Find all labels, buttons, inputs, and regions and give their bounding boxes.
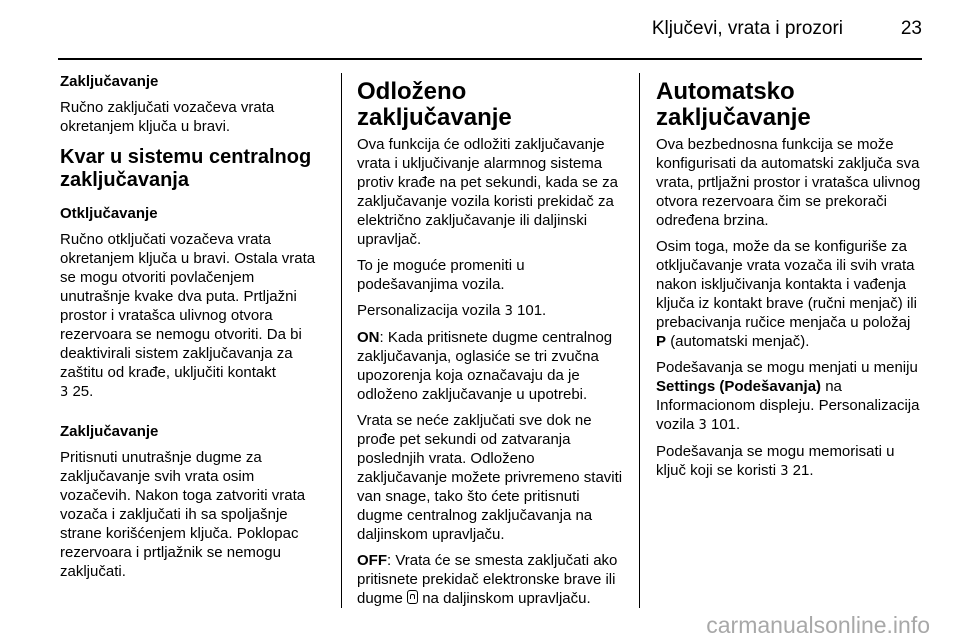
paragraph: Osim toga, može da se konfiguriše za otključavanje vrata vozača ili svih vrata nakon isključivanja kontakta i vađenja ključa iz kontakt brave (ručni menjač) ili prebacivanja ručice menjača u položaj P (automatski menjač).	[656, 238, 917, 350]
menu-name: Settings (Podešavanja)	[656, 378, 822, 395]
page-number: 23	[900, 18, 922, 39]
arrow-ref-icon: 3	[698, 418, 707, 433]
watermark: carmanualsonline.info	[706, 612, 930, 638]
header-title: Ključevi, vrata i prozori	[651, 18, 843, 39]
arrow-ref-icon: 3	[504, 304, 513, 319]
column-1	[60, 72, 328, 588]
page-reference[interactable]: 25.	[72, 383, 94, 400]
section-heading: Zaključavanje	[60, 423, 159, 440]
page-reference[interactable]: 101.	[517, 302, 547, 319]
column-divider	[639, 73, 640, 608]
paragraph: Pritisnuti unutrašnje dugme za zaključavanje svih vrata osim vozačevih. Nakon toga zatvoriti vrata vozača i zaključati ih sa spoljašnje strane korišćenjem ključa. Poklopac rezervoara i prtljažnik se nemogu zaključati.	[60, 449, 306, 580]
section-title: Automatsko zaključavanje	[656, 78, 811, 131]
section-heading: Otključavanje	[60, 205, 158, 222]
paragraph: ON: Kada pritisnete dugme centralnog zaključavanja, oglasiće se tri zvučna upozorenja koja označavaju da je odloženo zaključavanje u upotrebi.	[357, 329, 613, 403]
arrow-ref-icon: 3	[780, 464, 789, 479]
paragraph: Ručno otključati vozačeva vrata okretanjem ključa u bravi. Ostala vrata se mogu otvoriti povlačenjem unutrašnje kvake dva puta. Prtljažni prostor i vratašca ulivnog otvora rezervoara se nemogu otvoriti. Da bi deaktivirali sistem zaključavanja za zaštitu od krađe, uključiti kontakt 3 25.	[60, 231, 316, 400]
section-title: Kvar u sistemu centralnog zaključavanja	[60, 146, 312, 191]
paragraph: Podešavanja se mogu menjati u meniju Settings (Podešavanja) na Informacionom displeju. Personalizacija vozila 3 101.	[656, 359, 920, 433]
page-reference[interactable]: 21.	[792, 462, 814, 479]
paragraph: Personalizacija vozila 3 101.	[357, 302, 547, 319]
header-rule	[58, 58, 922, 60]
column-divider	[341, 73, 342, 608]
page-header	[0, 0, 960, 60]
option-label: OFF	[357, 552, 387, 569]
column-2	[357, 79, 627, 615]
section-title: Odloženo zaključavanje	[357, 78, 512, 131]
paragraph: Ručno zaključati vozačeva vrata okretanjem ključa u bravi.	[60, 99, 275, 135]
paragraph: To je moguće promeniti u podešavanjima vozila.	[357, 257, 525, 293]
lock-button-icon	[407, 590, 418, 604]
option-label: ON	[357, 329, 380, 346]
section-heading: Zaključavanje	[60, 73, 159, 90]
arrow-ref-icon: 3	[60, 385, 69, 400]
paragraph: Ova funkcija će odložiti zaključavanje vrata i uključivanje alarmnog sistema protiv krađe na pet sekundi, kada se za zaključavanje vozila koristi prekidač za električno zaključavanje ili daljinski upravljač.	[357, 136, 618, 248]
paragraph: Vrata se neće zaključati sve dok ne prođe pet sekundi od zatvaranja poslednjih vrata. Odloženo zaključavanje možete privremeno staviti van snage, tako što ćete pritisnuti dugme centralnog zaključavanja na daljinskom upravljaču.	[357, 412, 623, 543]
column-3	[656, 79, 924, 488]
page-reference[interactable]: 101.	[710, 416, 741, 433]
paragraph: Podešavanja se mogu memorisati u ključ koji se koristi 3 21.	[656, 443, 895, 479]
paragraph: Ova bezbednosna funkcija se može konfigurisati da automatski zaključa sva vrata, prtljažni prostor i vratašca ulivnog otvora rezervoara čim se prekorači određena brzina.	[656, 136, 921, 229]
paragraph: OFF: Vrata će se smesta zaključati ako pritisnete prekidač elektronske brave ili dugme na daljinskom upravljaču.	[357, 552, 618, 607]
